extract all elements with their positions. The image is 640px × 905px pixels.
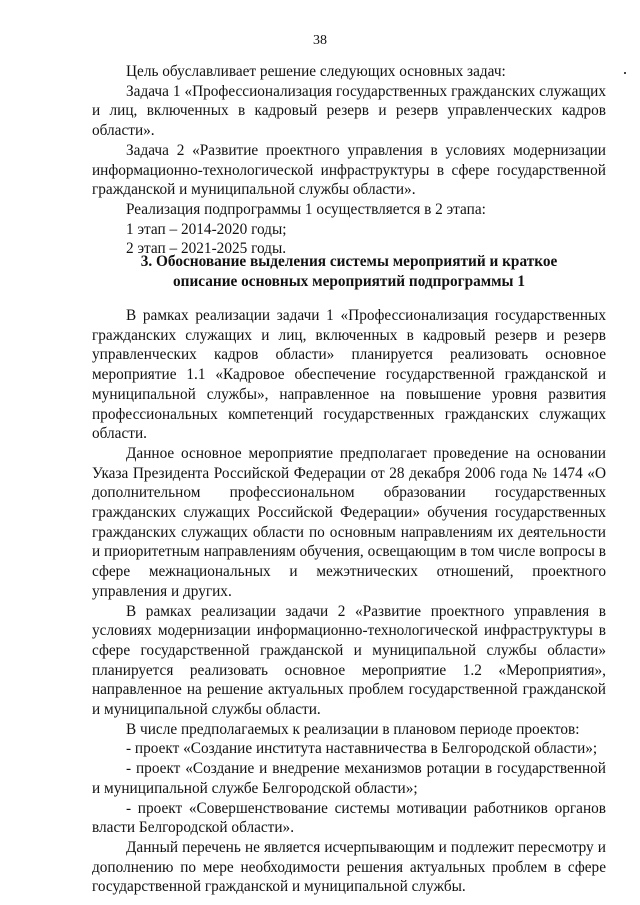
task-2: Задача 2 «Развитие проектного управления в условиях модернизации информационно-технологической инфраструктуры в сфере государственной гражданской и муниципальной службы области». xyxy=(92,141,606,199)
bullet-2: - проект «Создание и внедрение механизмов ротации в государственной и муниципальной службе Белгородской области»; xyxy=(92,760,606,797)
intro-lead: Цель обуславливает решение следующих основных задач: xyxy=(126,63,506,80)
stages-lead: Реализация подпрограммы 1 осуществляется в 2 этапа: xyxy=(126,200,486,218)
section-heading-line-2: описание основных мероприятий подпрограммы 1 xyxy=(173,273,525,290)
intro-block xyxy=(92,62,606,259)
paragraph-3: В рамках реализации задачи 2 «Развитие проектного управления в условиях модернизации информационно-технологической инфраструктуры в сфере государственной гражданской и муниципальной службы области» планируется реализовать основное мероприятие 1.2 «Мероприятия», направленное на решение актуальных проблем государственной гражданской и муниципальной службы области. xyxy=(92,602,606,719)
section-heading-line-1: 3. Обоснование выделения системы мероприятий и краткое xyxy=(140,253,558,270)
paragraph-4: В числе предполагаемых к реализации в плановом периоде проектов: xyxy=(126,720,580,738)
stage-1: 1 этап – 2014-2020 годы; xyxy=(126,220,287,238)
paragraph-1: В рамках реализации задачи 1 «Профессионализация государственных гражданских служащих и лиц, включенных в кадровый резерв и резерв управленческих кадров области» планируется реализовать основное мероприятие 1.1 «Кадровое обеспечение государственной гражданской и муниципальной службы», направленное на повышение уровня развития профессиональных компетенций государственных гражданских служащих области. xyxy=(92,307,606,443)
paragraph-2: Данное основное мероприятие предполагает проведение на основании Указа Президента Российской Федерации от 28 декабря 2006 года № 1474 «О дополнительном профессиональном образовании государственных гражданских служащих Российской Федерации» обучения государственных гражданских служащих области по основным направлениям их деятельности и приоритетным направлениям обучения, освещающим в том числе вопросы в сфере межнациональных и межэтнических отношений, проектного управления и других. xyxy=(92,444,606,600)
body-block xyxy=(92,306,606,897)
bullet-3: - проект «Совершенствование системы мотивации работников органов власти Белгородской области». xyxy=(92,799,606,837)
stage-2: 2 этап – 2021-2025 годы. xyxy=(126,240,287,258)
task-1: Задача 1 «Профессионализация государственных гражданских служащих и лиц, включенных в кадровый резерв и резерв управленческих кадров области». xyxy=(92,82,606,140)
paragraph-5: Данный перечень не является исчерпывающим и подлежит пересмотру и дополнению по мере необходимости решения актуальных проблем в сфере государственной гражданской и муниципальной службы. xyxy=(92,838,606,896)
scan-speck xyxy=(624,72,626,74)
page-number: 38 xyxy=(313,33,327,48)
bullet-1: - проект «Создание института наставничества в Белгородской области»; xyxy=(126,740,598,758)
section-heading xyxy=(92,252,606,292)
